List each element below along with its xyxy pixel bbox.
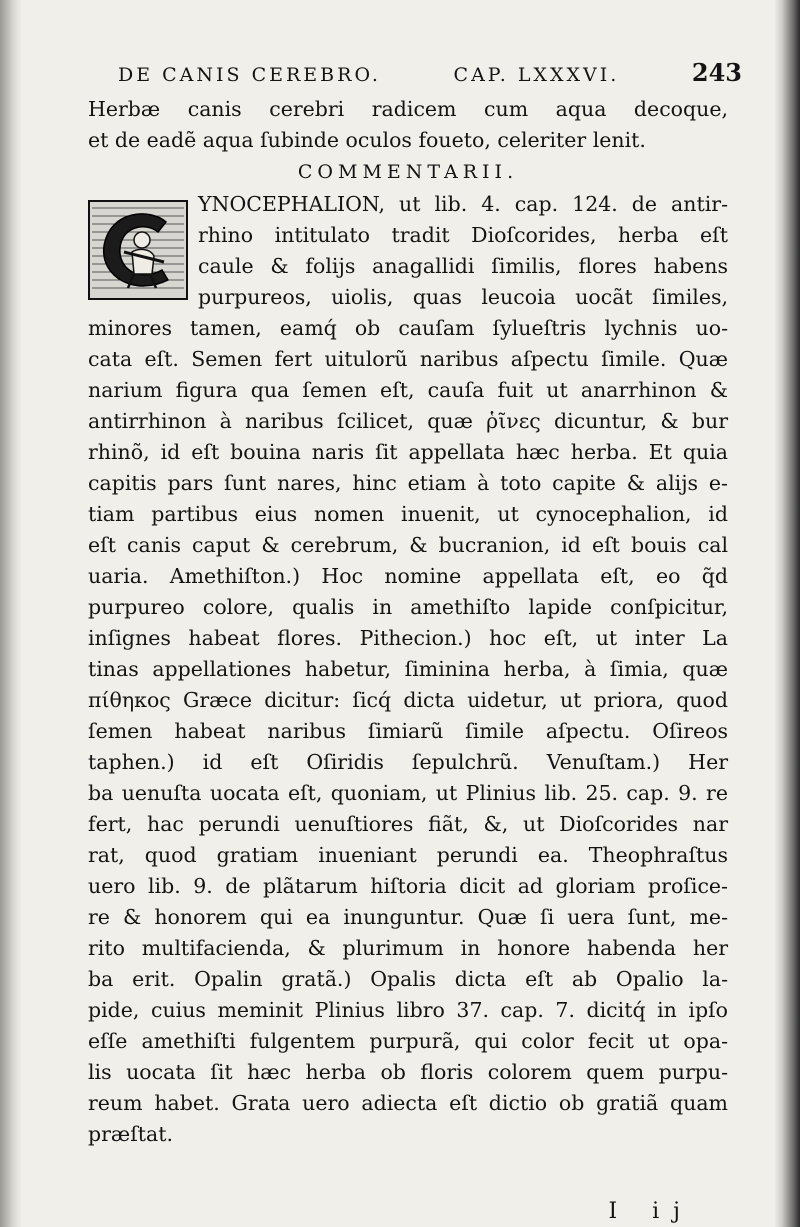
body-line: lis uocata ſit hæc herba ob floris colorem quem purpu- [88,1060,728,1084]
page-gutter-shadow [0,0,22,1227]
body-line: ſemen habeat naribus ſimiarũ ſimile aſpectu. Oſireos [88,719,728,743]
signature-line [88,1199,728,1227]
intro-line: et de eadẽ aqua ſubinde oculos foueto, celeriter lenit. [88,128,646,152]
woodcut-initial-c-with-figure-icon [88,200,188,300]
body-line: taphen.) id eſt Oſiridis ſepulchrũ. Venuſtam.) Her [88,750,728,774]
body-line: rito multifacienda, & plurimum in honore habenda her [88,936,728,960]
body-line: inſignes habeat flores. Pithecion.) hoc eſt, ut inter La [88,626,728,650]
body-line: eſt canis caput & cerebrum, & bucranion, id eſt bouis cal [88,533,728,557]
wrapped-line: rhino intitulato tradit Dioſcorides, herba eſt [198,223,728,247]
commentary-heading: COMMENTARII. [297,161,519,183]
body-line: tiam partibus eius nomen inuenit, ut cynocephalion, id [88,502,728,526]
signature-letter: I [608,1199,632,1224]
body-line: fert, hac perundi uenuſtiores fiãt, &, ut Dioſcorides nar [88,812,728,836]
body-line: πίθηκος Græce dicitur: ſicq́ dicta uidetur, ut priora, quod [88,688,728,712]
body-line: narium figura qua ſemen eſt, cauſa fuit ut anarrhinon & [88,378,728,402]
body-line: eſſe amethiſti fulgentem purpurã, qui color fecit ut opa- [88,1029,728,1053]
wrapped-line: purpureos, uiolis, quas leucoia uocãt ſimiles, [198,285,728,309]
body-line: præſtat. [88,1122,173,1146]
page-edge-shadow [774,0,800,1227]
body-lines [88,313,728,1150]
running-head [118,58,742,94]
body-line: ba erit. Opalin gratã.) Opalis dicta eſt ab Opalio la- [88,967,728,991]
body-line: uaria. Amethiſton.) Hoc nomine appellata eſt, eo q̃d [88,564,728,588]
body-line: purpureo colore, qualis in amethiſto lapide conſpicitur, [88,595,728,619]
body-line: reum habet. Grata uero adiecta eſt dictio ob gratiã quam [88,1091,728,1115]
signature-mark [608,1199,694,1224]
wrapped-line: YNOCEPHALION, ut lib. 4. cap. 124. de antir- [198,192,728,216]
body-line: cata eſt. Semen fert uitulorũ naribus aſpectu ſimile. Quæ [88,347,728,371]
body-line: rhinõ, id eſt bouina naris ſit appellata hæc herba. Et quia [88,440,728,464]
woodcut-initial-c-icon [88,200,188,300]
running-head-title: DE CANIS CEREBRO. [118,64,381,86]
body-line: ba uenuſta uocata eſt, quoniam, ut Plinius lib. 25. cap. 9. re [88,781,728,805]
body-line: capitis pars ſunt nares, hinc etiam à toto capite & alijs e- [88,471,728,495]
intro-line: Herbæ canis cerebri radicem cum aqua decoque, [88,97,728,121]
body-line: antirrhinon à naribus ſcilicet, quæ ῥῖνες dicuntur, & bur [88,409,728,433]
body-line: tinas appellationes habetur, ſiminina herba, à ſimia, quæ [88,657,728,681]
body-line: rat, quod gratiam inueniant perundi ea. Theophraſtus [88,843,728,867]
signature-number: ij [652,1199,694,1224]
text-block [88,58,742,1224]
body-line: uero lib. 9. de plãtarum hiſtoria dicit ad gloriam proſice- [88,874,728,898]
body-line: re & honorem qui ea inunguntur. Quæ ſi uera ſunt, me- [88,905,728,929]
running-head-chapter: CAP. LXXXVI. [453,64,620,86]
wrapped-line: caule & folijs anagallidi ſimilis, flores habens [198,254,728,278]
body-line: minores tamen, eamq́ ob cauſam ſylueſtris lychnis uo- [88,316,728,340]
page-number: 243 [691,58,742,87]
body-line: pide, cuius meminit Plinius libro 37. cap. 7. dicitq́ in ipſo [88,998,728,1022]
